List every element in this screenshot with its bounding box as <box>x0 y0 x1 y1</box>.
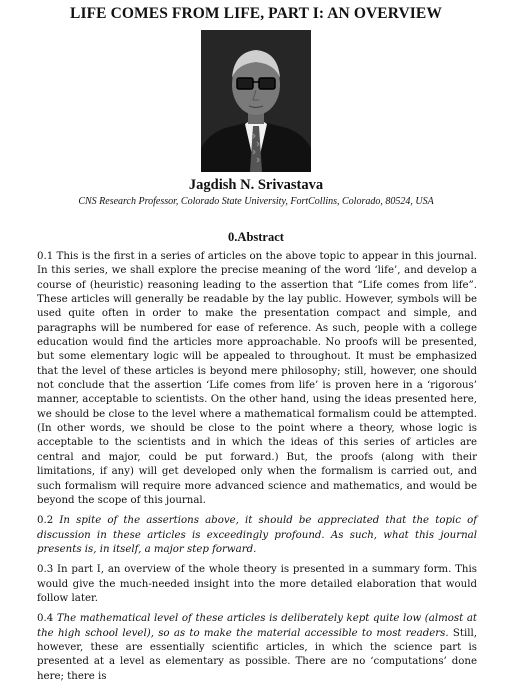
paragraph-number: 0.1 <box>37 251 54 262</box>
paragraph-number: 0.3 <box>37 564 54 576</box>
paragraph-text-italic: In spite of the assertions above, it should be appreciated that the topic of discussion in these articles is exceedingly profound. As such, what this journal presents is, in itself, a major step forward. <box>37 515 477 555</box>
author-name: Jagdish N. Srivastava <box>188 177 324 193</box>
paragraph-number: 0.4 <box>37 613 54 625</box>
author-photo <box>201 30 311 172</box>
paragraph-0-3 <box>37 563 477 606</box>
paragraph-text: Still, however, these are essentially scientific articles, in which the science part is presented at a level as elementary as possible. There are no ‘computations’ done here; there is <box>37 627 477 682</box>
paragraph-0-2 <box>37 514 477 557</box>
paragraph-0-4 <box>37 612 477 684</box>
abstract-heading: 0.Abstract <box>228 230 284 244</box>
paragraph-0-1 <box>37 250 477 508</box>
paragraph-text: This is the first in a series of articles on the above topic to appear in this journal. In this series, we shall explore the precise meaning of the word ‘life’, and develop a course of (heuristic) reasoning leading to the assertion that “Life comes from life”. These articles will generally be readable by the lay public. However, symbols will be used quite often in order to make the presentation compact and simple, and paragraphs will be numbered for ease of reference. As such, people with a college education would find the articles more approachable. No proofs will be presented, but some elementary logic will be appealed to throughout. It must be emphasized that the level of these articles is beyond mere philosophy; still, however, one should not conclude that the assertion ‘Life comes from life’ is proven here in a ‘rigorous’ manner, acceptable to scientists. On the other hand, using the ideas presented here, we should be close to the level where a mathematical formalism could be attempted. (In other words, we should be close to the point where a theory, whose logic is acceptable to the scientists and in which the ideas of this series of articles are central and major, could be put forward.) But, the proofs (along with their limitations, if any) will get developed only when the formalism is carried out, and such formalism will require more advanced science and mathematics, and would be beyond the scope of this journal. <box>37 251 477 506</box>
paragraph-text-italic: The mathematical level of these articles is deliberately kept quite low (almost at the high school level), so as to make the material accessible to most readers. <box>37 613 477 639</box>
abstract-body <box>37 250 477 690</box>
author-portrait-image <box>201 30 311 172</box>
paragraph-text: In part I, an overview of the whole theory is presented in a summary form. This would give the much-needed insight into the more detailed elaboration that would follow later. <box>37 564 477 604</box>
author-affiliation: CNS Research Professor, Colorado State University, FortCollins, Colorado, 80524, USA <box>78 196 434 207</box>
paragraph-number: 0.2 <box>37 515 54 527</box>
article-title: LIFE COMES FROM LIFE, PART I: AN OVERVIEW <box>70 5 442 22</box>
